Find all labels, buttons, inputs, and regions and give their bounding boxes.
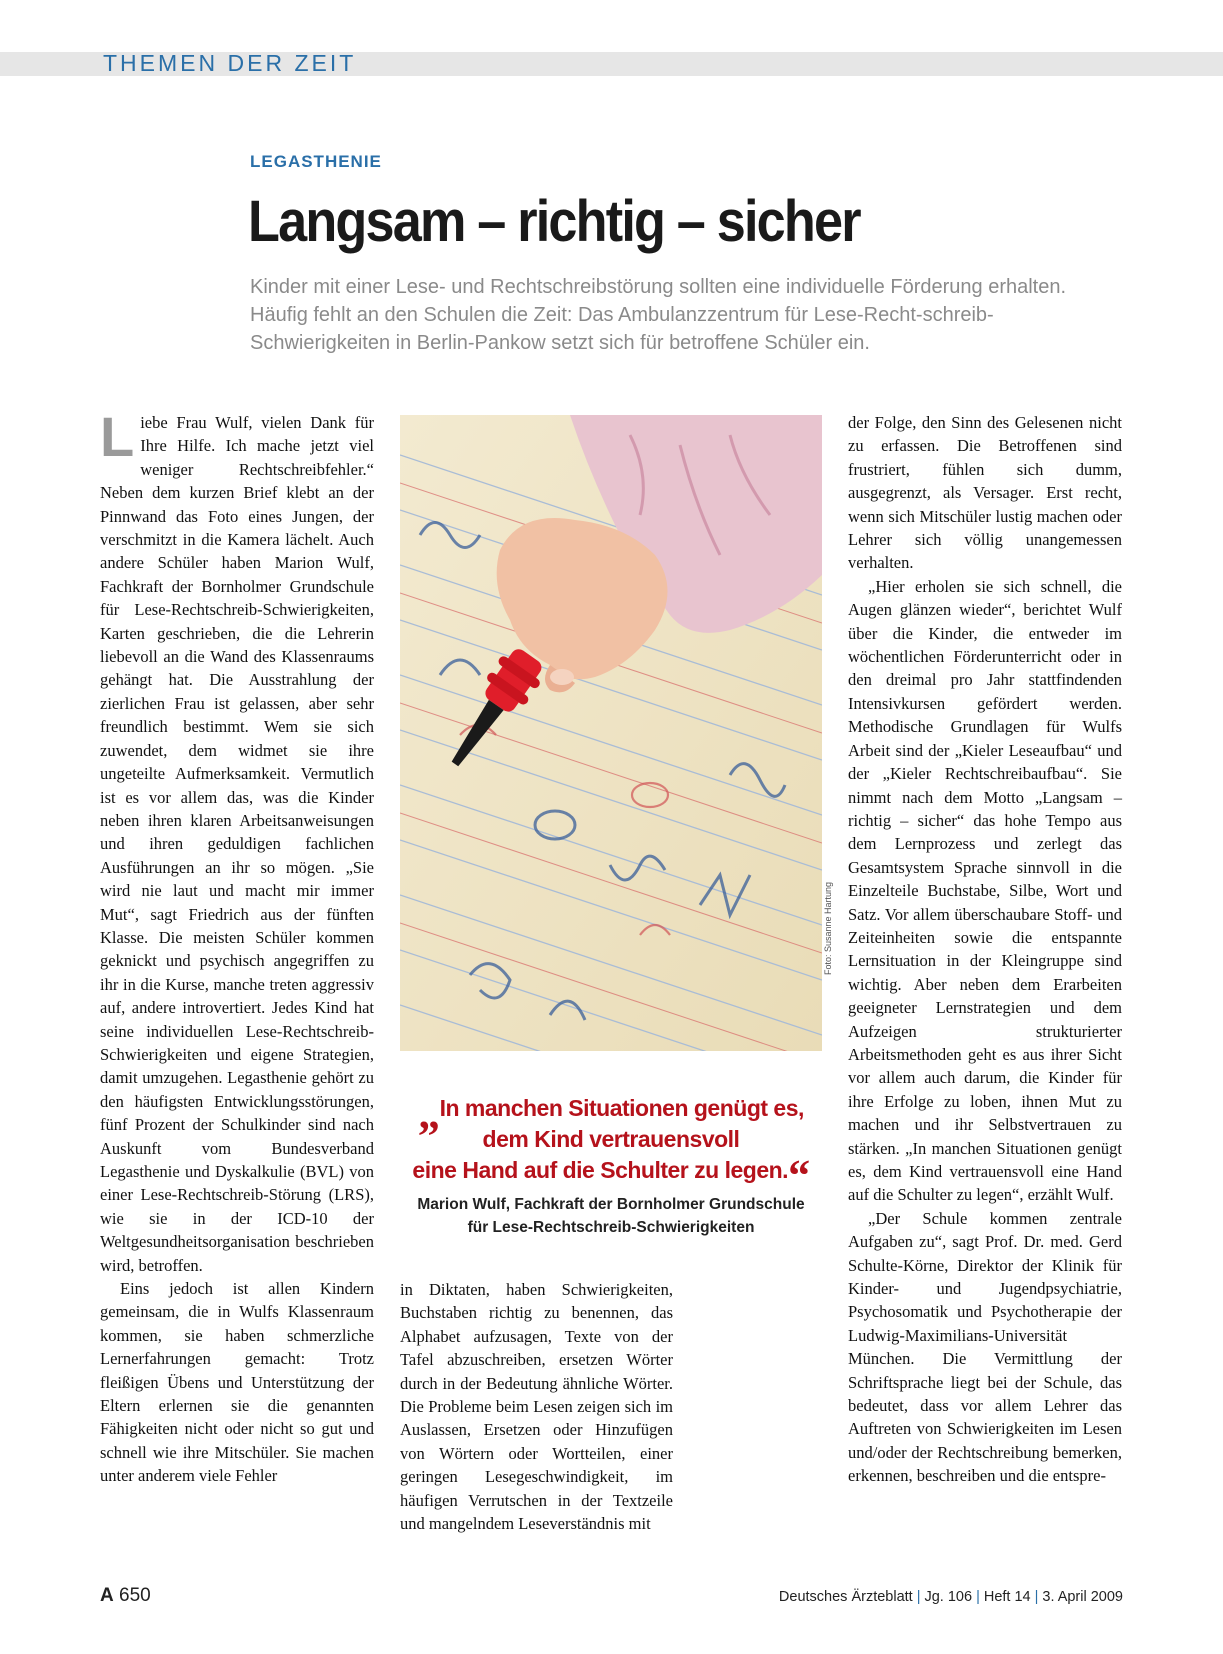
- pull-quote: [396, 1089, 826, 1200]
- paragraph: „Hier erholen sie sich schnell, die Augen glänzen wieder“, berichtet Wulf über die Kinder, die entweder im wöchentlichen Förderunterricht oder in den dreimal pro Jahr stattfindenden Intensivkursen gefördert werden. Methodische Grundlagen für Wulfs Arbeit sind der „Kieler Leseaufbau“ und der „Kieler Rechtschreibaufbau“. Sie nimmt nach dem Motto „Langsam – richtig – sicher“ das hohe Tempo aus dem Lernprozess und zerlegt das Gesamtsystem Sprache sinnvoll in die Einzelteile Buchstabe, Silbe, Wort und Satz. Vor allem überschaubare Stoff- und Zeiteinheiten sowie die entspannte Lernsituation in der Kleingruppe sind wichtig. Aber neben dem Erarbeiten geeigneter Lernstrategien und dem Aufzeigen strukturierter Arbeitsmethoden geht es aus ihrer Sicht vor allem auch darum, die Kinder für ihre Erfolge zu loben, ihnen Mut zu machen und ihr Selbstvertrauen zu stärken. „In manchen Situationen genügt es, dem Kind vertrauensvoll eine Hand auf die Schulter zu legen“, erzählt Wulf.: [848, 576, 1122, 1205]
- drop-cap: L: [100, 405, 135, 468]
- text-column-1: [100, 405, 374, 1488]
- paragraph: in Diktaten, haben Schwierigkeiten, Buchstaben richtig zu benennen, das Alphabet aufzusagen, Texte von der Tafel abzuschreiben, ersetzen Wörter durch in der Bedeutung ähnliche Wörter. Die Probleme beim Lesen zeigen sich im Auslassen, Ersetzen oder Hinzufügen von Wörtern oder Wortteilen, einer geringen Lesegeschwindigkeit, im häufigen Verrutschen in der Textzeile und mangelndem Leseverständnis mit: [400, 1280, 673, 1534]
- attribution-line-2: für Lese-Rechtschreib-Schwierigkeiten: [467, 1219, 755, 1236]
- journal-date: 3. April 2009: [1042, 1589, 1123, 1605]
- journal-footer: Deutsches Ärzteblatt | Jg. 106 | Heft 14 | 3. April 2009: [778, 1589, 1123, 1605]
- text-column-3: [848, 411, 1122, 1488]
- text-column-2: [400, 1278, 673, 1535]
- pull-quote-attribution: [396, 1193, 826, 1239]
- quote-open-mark: „: [418, 1089, 440, 1138]
- journal-volume: Jg. 106: [924, 1589, 973, 1605]
- journal-name: Deutsches Ärzteblatt: [778, 1589, 913, 1605]
- article-kicker: LEGASTHENIE: [250, 152, 382, 171]
- attribution-line-1: Marion Wulf, Fachkraft der Bornholmer Grundschule: [417, 1196, 805, 1213]
- page-number-value: 650: [119, 1585, 151, 1606]
- paragraph: [100, 405, 374, 1277]
- paragraph: Eins jedoch ist allen Kindern gemeinsam, die in Wulfs Klassenraum kommen, sie haben schmerzliche Lernerfahrungen gemacht: Trotz fleißigen Übens und Unterstützung der Eltern erlernen sie die genannten Fähigkeiten nicht oder nicht so gut und schnell wie ihre Mitschüler. Sie machen unter anderem viele Fehler: [100, 1279, 374, 1486]
- section-label: THEMEN DER ZEIT: [103, 50, 357, 76]
- paragraph-text: iebe Frau Wulf, vielen Dank für Ihre Hilfe. Ich mache jetzt viel weniger Rechtschreibfehler.“ Neben dem kurzen Brief klebt an der Pinnwand das Foto eines Jungen, der verschmitzt in die Kamera lächelt. Auch andere Schüler haben Marion Wulf, Fachkraft der Bornholmer Grundschule für Lese-Rechtschreib-Schwierigkeiten, Karten geschrieben, die die Lehrerin liebevoll an die Wand des Klassenraums gehängt hat. Die Ausstrahlung der zierlichen Frau ist gelassen, aber sehr freundlich bestimmt. Wem sie sich zuwendet, dem widmet sie ihre ungeteilte Aufmerksamkeit. Vermutlich ist es vor allem das, was die Kinder neben ihren klaren Arbeitsanweisungen und ihren geduldigen fachlichen Ausführungen an ihr so mögen. „Sie wird nie laut und macht mir immer Mut“, sagt Friedrich aus der fünften Klasse. Die meisten Schüler kommen geknickt und psychisch angegriffen zu ihr in die Kurse, manche treten aggressiv auf, andere introvertiert. Jedes Kind hat seine individuellen Lese-Rechtschreib-Schwierigkeiten und eigene Strategien, damit umzugehen. Legasthenie gehört zu den häufigsten Entwicklungsstörungen, fünf Prozent der Schulkinder sind nach Auskunft vom Bundesverband Legasthenie und Dyskalkulie (BVL) von einer Lese-Rechtschreib-Störung (LRS), wie sie in der ICD-10 der Weltgesundheitsorganisation beschrieben wird, betroffen.: [100, 413, 374, 1275]
- article-photo: [400, 415, 822, 1051]
- paragraph: „Der Schule kommen zentrale Aufgaben zu“, sagt Prof. Dr. med. Gerd Schulte-Körne, Direktor der Klinik für Kinder- und Jugendpsychiatrie, Psychosomatik und Psychotherapie der Ludwig-Maximilians-Universität München. Die Vermittlung der Schriftsprache liegt bei der Schule, das bedeutet, dass vor allem Lehrer das Auftreten von Schwierigkeiten im Lesen und/oder der Rechtschreibung bemerken, erkennen, beschreiben und die entspre-: [848, 1208, 1122, 1486]
- article-title: Langsam – richtig – sicher: [248, 189, 860, 254]
- page-prefix: A: [100, 1585, 114, 1606]
- pull-quote-line-2: dem Kind vertrauensvoll: [482, 1126, 740, 1152]
- photo-child-writing-illustration: [400, 415, 822, 1051]
- paragraph: der Folge, den Sinn des Gelesenen nicht zu erfassen. Die Betroffenen sind frustriert, fühlen sich dumm, ausgegrenzt, als Versager. Erst recht, wenn sich Mitschüler lustig machen oder Lehrer sich völlig unangemessen verhalten.: [848, 413, 1122, 573]
- journal-issue: Heft 14: [983, 1589, 1031, 1605]
- pull-quote-line-1: In manchen Situationen genügt es,: [439, 1095, 804, 1121]
- article-lead: Kinder mit einer Lese- und Rechtschreibstörung sollten eine individuelle Förderung erhalten. Häufig fehlt an den Schulen die Zeit: Das Ambulanzzentrum für Lese-Recht-schreib-Schwierigkeiten in Berlin-Pankow setzt sich für betroffene Schüler ein.: [250, 276, 1067, 354]
- quote-close-mark: “: [788, 1151, 810, 1200]
- pull-quote-line-3: eine Hand auf die Schulter zu legen.: [412, 1157, 789, 1183]
- photo-credit: Foto: Susanne Hartung: [823, 881, 833, 975]
- page-number: [100, 1585, 151, 1607]
